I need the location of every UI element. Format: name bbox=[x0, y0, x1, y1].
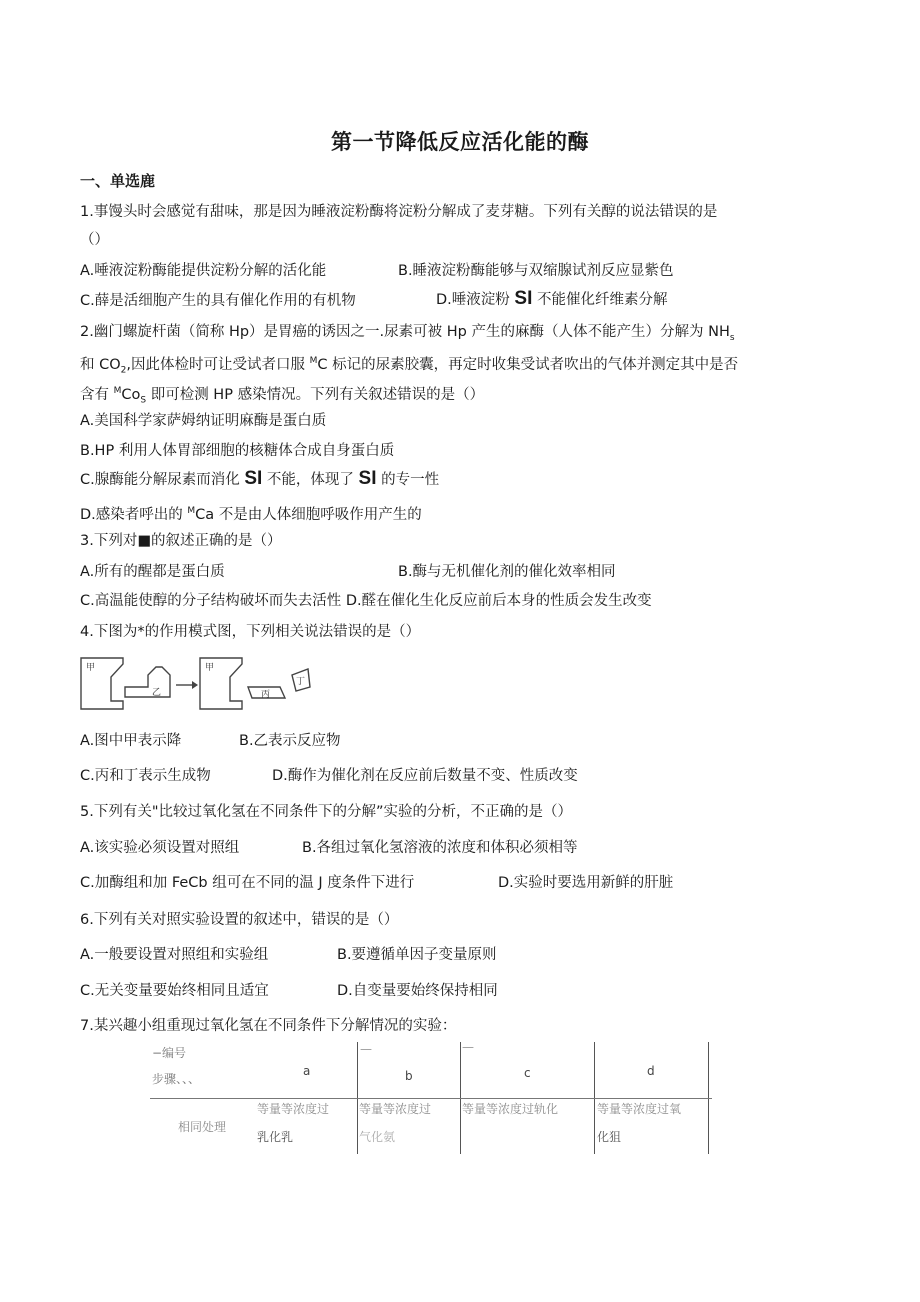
q1-option-c: C.薛是活细胞产生的具有催化作用的有机物 bbox=[80, 293, 356, 309]
q2-line2-sup: M bbox=[309, 356, 318, 366]
q6-option-a: A.一般要设置对照组和实验组 bbox=[80, 947, 269, 963]
table-col-b: b bbox=[405, 1069, 413, 1083]
q1-stem: 1.事馒头时会感觉有甜味，那是因为睡液淀粉酶将淀粉分解成了麦芽糖。下列有关醇的说法错误的是 bbox=[80, 204, 718, 220]
q2-d-post: Ca 不是由人体细胞呼吸作用产生的 bbox=[195, 506, 422, 523]
q2-line1-text: 2.幽门螺旋杆菌（简称 Hp）是胃癌的诱因之一.尿素可被 Hp 产生的麻酶（人体不能产生）分解为 NH bbox=[80, 324, 730, 340]
q3-stem: 3.下列对■的叙述正确的是（） bbox=[80, 533, 282, 549]
q2-line3-pre: 含有 bbox=[80, 386, 114, 403]
q5-option-d: D.实验时要选用新鲜的肝脏 bbox=[498, 875, 674, 891]
q1-stem-paren: （） bbox=[80, 232, 109, 248]
table-cell-c-1: 等量等浓度过轨化 bbox=[462, 1102, 559, 1116]
section-heading: 一、单选鹿 bbox=[80, 172, 156, 190]
q2-c-big1: SI bbox=[244, 468, 263, 489]
q1-d-pre: D.唾液淀粉 bbox=[436, 292, 510, 308]
label-jia-1: 甲 bbox=[86, 663, 96, 673]
table-cell-b-2: 气化氨 bbox=[359, 1130, 396, 1144]
q6-option-c: C.无关变量要始终相同且适宜 bbox=[80, 983, 269, 999]
q2-option-b: B.HP 利用人体胃部细胞的核糖体合成自身蛋白质 bbox=[80, 443, 395, 459]
substrate-yi-shape bbox=[125, 667, 170, 697]
q2-d-sup: M bbox=[187, 506, 196, 516]
q4-option-a: A.图中甲表示降 bbox=[80, 733, 182, 749]
q2-line2 bbox=[80, 351, 738, 381]
page-title: 第一节降低反应活化能的酶 bbox=[331, 130, 589, 154]
q3-option-cd: C.高温能使醇的分子结构破坏而失去活性 D.醛在催化生化反应前后本身的性质会发生改变 bbox=[80, 593, 652, 609]
table-corner-bottom: 步骤、、、 bbox=[152, 1072, 201, 1086]
q1-d-big: SI bbox=[514, 288, 533, 309]
table-cell-d-2: 化狙 bbox=[597, 1130, 622, 1144]
q2-line2-pre: 和 CO bbox=[80, 356, 121, 373]
q4-option-b: B.乙表示反应物 bbox=[239, 733, 341, 749]
enzyme-model-diagram bbox=[80, 657, 315, 711]
q2-c-mid: 不能，体现了 bbox=[266, 472, 354, 488]
table-col-mark-c: — bbox=[462, 1040, 474, 1054]
experiment-table bbox=[150, 1042, 712, 1154]
table-cell-a-1: 等量等浓度过 bbox=[257, 1102, 330, 1116]
q7-stem: 7.某兴趣小组重现过氧化氢在不同条件下分解情况的实验： bbox=[80, 1018, 457, 1034]
table-corner-top: −编号 bbox=[152, 1046, 187, 1060]
q5-option-c: C.加酶组和加 FeCb 组可在不同的温 J 度条件下进行 bbox=[80, 875, 415, 891]
q2-line3 bbox=[80, 381, 484, 411]
q2-line3-sub: S bbox=[140, 395, 147, 406]
q1-option-d bbox=[436, 289, 667, 310]
q2-option-a: A.美国科学家萨姆纳证明麻酶是蛋白质 bbox=[80, 413, 327, 429]
q5-option-b: B.各组过氧化氢溶液的浓度和体积必须相等 bbox=[302, 840, 578, 856]
table-col-d: d bbox=[647, 1064, 655, 1078]
table-col-a: a bbox=[303, 1064, 311, 1078]
table-cell-b-1: 等量等浓度过 bbox=[359, 1102, 432, 1116]
q2-line1 bbox=[80, 322, 735, 348]
q2-line2-sub: 2 bbox=[120, 365, 127, 376]
q6-stem: 6.下列有关对照实验设置的叙述中，错误的是（） bbox=[80, 912, 399, 928]
table-row-label: 相同处理 bbox=[178, 1120, 227, 1134]
q6-option-d: D.自变量要始终保持相同 bbox=[337, 983, 498, 999]
q5-option-a: A.该实验必须设置对照组 bbox=[80, 840, 240, 856]
q2-c-big2: SI bbox=[358, 468, 377, 489]
q3-option-b: B.酶与无机催化剂的催化效率相同 bbox=[398, 564, 616, 580]
q2-line3-sup: M bbox=[113, 386, 122, 396]
q1-option-a: A.唾液淀粉酶能提供淀粉分解的活化能 bbox=[80, 263, 327, 279]
q2-line3-mid: Co bbox=[121, 386, 141, 403]
reaction-arrow-head bbox=[192, 681, 198, 689]
q2-d-pre: D.感染者呼出的 bbox=[80, 506, 188, 523]
label-ding: 丁 bbox=[296, 677, 306, 687]
q4-option-d: D.酶作为催化剂在反应前后数量不变、性质改变 bbox=[272, 768, 578, 784]
q6-option-b: B.要遵循单因子变量原则 bbox=[337, 947, 497, 963]
label-bing: 丙 bbox=[261, 690, 271, 700]
label-jia-2: 甲 bbox=[205, 663, 215, 673]
q5-stem: 5.下列有关"比较过氧化氢在不同条件下的分解”实验的分析，不正确的是（） bbox=[80, 804, 573, 820]
q2-option-c bbox=[80, 469, 439, 490]
q2-c-post: 的专一性 bbox=[381, 472, 440, 488]
q4-stem: 4.下图为*的作用模式图，下列相关说法错误的是（） bbox=[80, 624, 421, 640]
table-col-c: c bbox=[524, 1066, 531, 1080]
table-col-mark-b: — bbox=[360, 1042, 372, 1056]
table-header-rule bbox=[150, 1098, 712, 1099]
q1-d-post: 不能催化纤维素分解 bbox=[536, 292, 668, 308]
q2-line2-post: ,因此体检时可让受试者口服 bbox=[126, 356, 310, 373]
q2-option-d bbox=[80, 501, 422, 525]
q1-option-b: B.睡液淀粉酶能够与双缩腺试剂反应显紫色 bbox=[398, 263, 674, 279]
q2-line3-post: 即可检测 HP 感染情况。下列有关叙述错误的是（） bbox=[146, 386, 485, 403]
q2-c-pre: C.腺酶能分解尿素而消化 bbox=[80, 472, 240, 488]
table-cell-a-2: 乳化乳 bbox=[257, 1130, 294, 1144]
q2-line1-sub: s bbox=[729, 332, 735, 343]
q3-option-a: A.所有的醒都是蛋白质 bbox=[80, 564, 225, 580]
q2-line2-tail: C 标记的尿素胶囊，再定时收集受试者吹出的气体并测定其中是否 bbox=[317, 356, 739, 373]
q4-option-c: C.丙和丁表示生成物 bbox=[80, 768, 211, 784]
table-cell-d-1: 等量等浓度过氧 bbox=[597, 1102, 682, 1116]
label-yi: 乙 bbox=[152, 688, 162, 698]
